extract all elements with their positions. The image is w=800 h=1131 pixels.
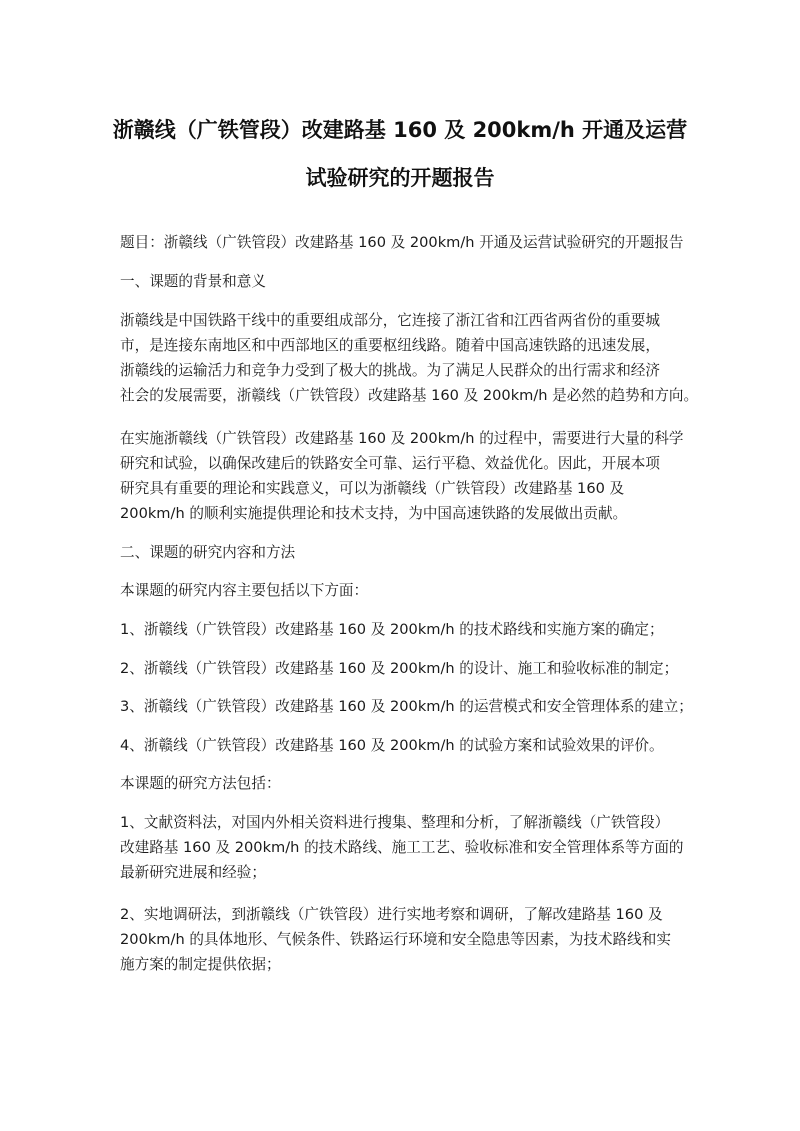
method-1-line: 1、文献资料法，对国内外相关资料进行搜集、整理和分析，了解浙赣线（广铁管段）: [120, 814, 670, 831]
document-title-line-2: 试验研究的开题报告: [305, 166, 495, 190]
content-item: 1、浙赣线（广铁管段）改建路基 160 及 200km/h 的技术路线和实施方案的确定；: [120, 621, 664, 638]
method-1-line: 最新研究进展和经验；: [120, 864, 266, 881]
method-2-line: 200km/h 的具体地形、气候条件、铁路运行环境和安全隐患等因素，为技术路线和实: [120, 931, 671, 948]
paragraph-1-line: 市，是连接东南地区和中西部地区的重要枢纽线路。随着中国高速铁路的迅速发展，: [120, 337, 660, 354]
methods-intro: 本课题的研究方法包括：: [120, 775, 281, 792]
paragraph-1-line: 浙赣线的运输活力和竞争力受到了极大的挑战。为了满足人民群众的出行需求和经济: [120, 362, 660, 379]
paragraph-1-line: 浙赣线是中国铁路干线中的重要组成部分，它连接了浙江省和江西省两省份的重要城: [120, 312, 660, 329]
paragraph-1-line: 社会的发展需要，浙赣线（广铁管段）改建路基 160 及 200km/h 是必然的趋势和方向。: [120, 387, 699, 404]
content-item: 3、浙赣线（广铁管段）改建路基 160 及 200km/h 的运营模式和安全管理体系的建立；: [120, 698, 693, 715]
method-2-line: 施方案的制定提供依据；: [120, 956, 281, 973]
paragraph-2-line: 在实施浙赣线（广铁管段）改建路基 160 及 200km/h 的过程中，需要进行大量的科学: [120, 430, 684, 447]
paragraph-2-line: 200km/h 的顺利实施提供理论和技术支持，为中国高速铁路的发展做出贡献。: [120, 505, 628, 522]
method-1-line: 改建路基 160 及 200km/h 的技术路线、施工工艺、验收标准和安全管理体系等方面的: [120, 839, 684, 856]
topic-line: 题目：浙赣线（广铁管段）改建路基 160 及 200km/h 开通及运营试验研究的开题报告: [120, 234, 684, 251]
method-2-line: 2、实地调研法，到浙赣线（广铁管段）进行实地考察和调研，了解改建路基 160 及: [120, 906, 663, 923]
section-heading-methods: 二、课题的研究内容和方法: [120, 544, 296, 561]
paragraph-2-line: 研究和试验，以确保改建后的铁路安全可靠、运行平稳、效益优化。因此，开展本项: [120, 455, 660, 472]
content-item: 2、浙赣线（广铁管段）改建路基 160 及 200km/h 的设计、施工和验收标准的制定；: [120, 660, 679, 677]
section-heading-background: 一、课题的背景和意义: [120, 273, 266, 290]
paragraph-2-line: 研究具有重要的理论和实践意义，可以为浙赣线（广铁管段）改建路基 160 及: [120, 480, 625, 497]
document-title-line-1: 浙赣线（广铁管段）改建路基 160 及 200km/h 开通及运营: [112, 118, 688, 142]
content-intro: 本课题的研究内容主要包括以下方面：: [120, 582, 369, 599]
content-item: 4、浙赣线（广铁管段）改建路基 160 及 200km/h 的试验方案和试验效果的评价。: [120, 737, 664, 754]
